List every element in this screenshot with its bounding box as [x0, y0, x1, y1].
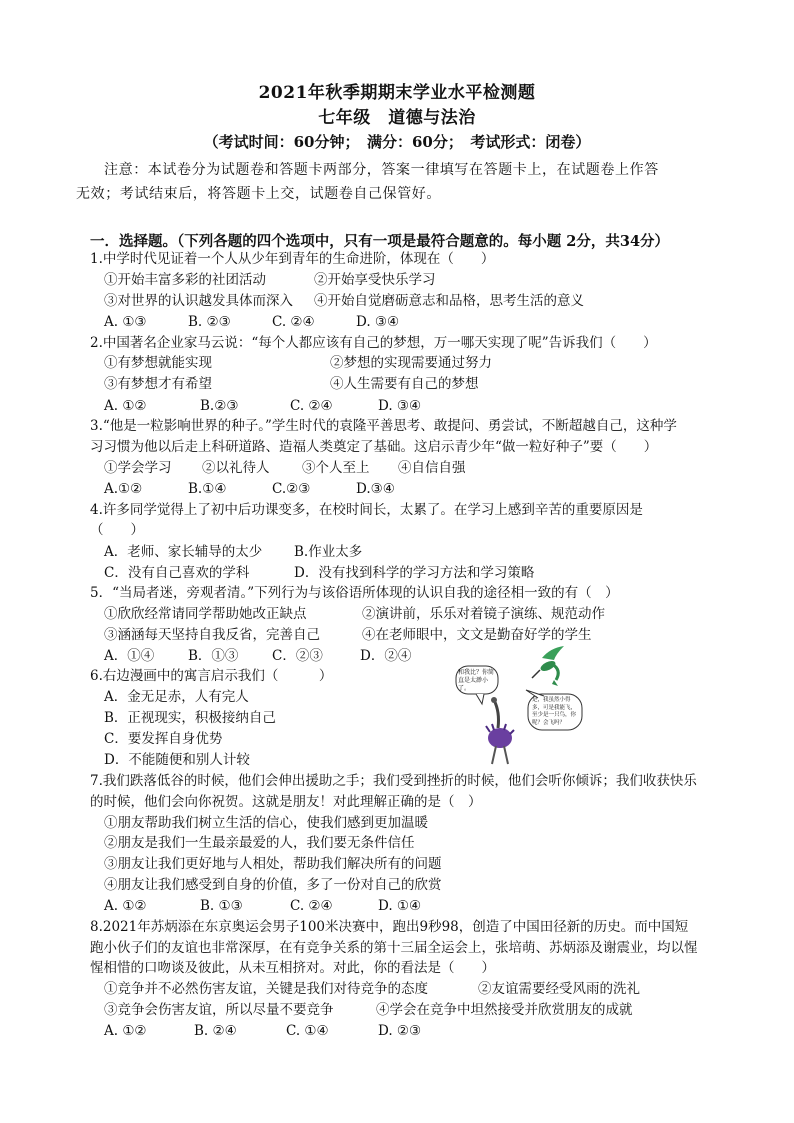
q3-choice-c: C.②③	[272, 481, 311, 497]
q7-option-4: ④朋友让我们感受到自身的价值，多了一份对自己的欣赏	[104, 877, 442, 893]
q6-choice-d: D．不能随便和别人计较	[104, 752, 250, 768]
q8-stem-line-1: 8.2021年苏炳添在东京奥运会男子100米决赛中，跑出9秒98，创造了中国田径新的历史。而中国短	[90, 919, 689, 935]
section-1-heading: 一．选择题。（下列各题的四个选项中，只有一项是最符合题意的。每小题 2分，共34分）	[90, 233, 670, 250]
q2-choice-c: C. ②④	[290, 398, 333, 414]
q8-stem-line-3: 惺相惜的口吻谈及彼此，从未互相挤对。对此，你的看法是（ ）	[90, 960, 495, 976]
q4-choice-b: B.作业太多	[294, 544, 363, 560]
q1-option-2: ②开始享受快乐学习	[314, 272, 436, 288]
q8-choice-c: C. ①④	[286, 1023, 329, 1039]
q1-choice-d: D. ③④	[356, 314, 400, 330]
q6-choice-a: A．金无足赤，人有完人	[104, 689, 249, 705]
cartoon-illustration	[454, 640, 584, 766]
exam-title: 2021年秋季期期末学业水平检测题	[258, 83, 536, 103]
q8-option-3: ③竞争会伤害友谊，所以尽量不要竞争	[104, 1002, 334, 1018]
q6-choice-b: B．正视现实，积极接纳自己	[104, 710, 276, 726]
q5-option-4: ④在老师眼中，文文是勤奋好学的学生	[362, 627, 592, 643]
q2-choice-b: B.②③	[200, 398, 239, 414]
q7-choice-d: D. ①④	[378, 898, 422, 914]
q5-choice-a: A．①④	[104, 648, 155, 664]
q2-option-1: ①有梦想就能实现	[104, 355, 212, 371]
q3-option-2: ②以礼待人	[202, 460, 270, 476]
notice-line-1: 注意：本试卷分为试题卷和答题卡两部分，答案一律填写在答题卡上，在试题卷上作答	[104, 162, 659, 178]
q7-choice-b: B. ①③	[200, 898, 243, 914]
q5-option-1: ①欣欣经常请同学帮助她改正缺点	[104, 606, 307, 622]
q5-choice-b: B．①③	[188, 648, 239, 664]
q4-choice-a: A．老师、家长辅导的太少	[104, 544, 263, 560]
q8-option-2: ②友谊需要经受风雨的洗礼	[478, 981, 640, 997]
q3-choice-b: B.①④	[188, 481, 227, 497]
q7-choice-a: A. ①②	[104, 898, 147, 914]
q5-choice-c: C．②③	[272, 648, 323, 664]
q7-option-3: ③朋友让我们更好地与人相处，帮助我们解决所有的问题	[104, 856, 442, 872]
q1-choice-b: B. ②③	[188, 314, 231, 330]
q6-choice-c: C．要发挥自身优势	[104, 731, 223, 747]
q5-option-3: ③涵涵每天坚持自我反省，完善自己	[104, 627, 320, 643]
q1-choice-a: A. ①③	[104, 314, 147, 330]
q7-option-2: ②朋友是我们一生最亲最爱的人，我们要无条件信任	[104, 835, 415, 851]
q2-option-3: ③有梦想才有希望	[104, 376, 212, 392]
q7-stem-line-2: 的时候，他们会向你祝贺。这就是朋友！对此理解正确的是（ ）	[90, 794, 482, 810]
q4-choice-c: C．没有自己喜欢的学科	[104, 565, 250, 581]
q2-choice-d: D. ③④	[378, 398, 422, 414]
q3-choice-a: A.①②	[104, 481, 143, 497]
q8-choice-a: A. ①②	[104, 1023, 147, 1039]
q1-option-1: ①开始丰富多彩的社团活动	[104, 272, 266, 288]
q8-option-4: ④学会在竞争中坦然接受并欣赏朋友的成就	[376, 1002, 633, 1018]
q4-stem-line-1: 4.许多同学觉得上了初中后功课变多，在校时间长，太累了。在学习上感到辛苦的重要原因是	[90, 502, 643, 518]
q1-option-4: ④开始自觉磨砺意志和品格，思考生活的意义	[314, 293, 584, 309]
q8-stem-line-2: 跑小伙子们的友谊也非常深厚，在有竞争关系的第十三届全运会上，张培萌、苏炳添及谢震业，均以惺	[90, 940, 698, 956]
q1-option-3: ③对世界的认识越发具体而深入	[104, 293, 293, 309]
q7-stem-line-1: 7.我们跌落低谷的时候，他们会伸出援助之手；我们受到挫折的时候，他们会听你倾诉；我们收获快乐	[90, 773, 697, 789]
q8-option-1: ①竞争并不必然伤害友谊，关键是我们对待竞争的态度	[104, 981, 428, 997]
q1-choice-c: C. ②④	[272, 314, 315, 330]
q2-stem: 2.中国著名企业家马云说：“每个人都应该有自己的梦想，万一哪天实现了呢”告诉我们（ ）	[90, 335, 657, 351]
q2-choice-a: A. ①②	[104, 398, 147, 414]
q5-choice-d: D．②④	[360, 648, 412, 664]
exam-subtitle: 七年级 道德与法治	[318, 108, 476, 128]
notice-line-2: 无效；考试结束后，将答题卡上交，试题卷自己保管好。	[76, 186, 441, 202]
q2-option-2: ②梦想的实现需要通过努力	[330, 355, 492, 371]
ostrich-speech-bubble: 和我比？你简直是太渺小了。	[458, 669, 495, 692]
q2-option-4: ④人生需要有自己的梦想	[330, 376, 479, 392]
q3-stem-line-1: 3.“他是一粒影响世界的种子。”学生时代的袁隆平善思考、敢提问、勇尝试，不断超越自己，这种学	[90, 418, 677, 434]
q3-option-1: ①学会学习	[104, 460, 172, 476]
q3-choice-d: D.③④	[356, 481, 395, 497]
q5-option-2: ②演讲前，乐乐对着镜子演练、规范动作	[362, 606, 605, 622]
q3-stem-line-2: 习习惯为他以后走上科研道路、造福人类奠定了基础。这启示青少年“做一粒好种子”要（ ）	[90, 439, 658, 455]
q8-choice-d: D. ②③	[378, 1023, 422, 1039]
q1-stem: 1.中学时代见证着一个人从少年到青年的生命进阶，体现在（ ）	[90, 251, 495, 267]
q4-choice-d: D．没有找到科学的学习方法和学习策略	[294, 565, 535, 581]
q8-choice-b: B. ②④	[194, 1023, 237, 1039]
exam-info: （考试时间：60分钟； 满分：60分； 考试形式：闭卷）	[203, 133, 591, 151]
q7-choice-c: C. ②④	[290, 898, 333, 914]
q3-option-4: ④自信自强	[398, 460, 466, 476]
q7-option-1: ①朋友帮助我们树立生活的信心，使我们感到更加温暖	[104, 815, 428, 831]
q3-option-3: ③个人至上	[302, 460, 370, 476]
q4-stem-line-2: （ ）	[90, 522, 144, 538]
q5-stem: 5．“当局者迷，旁观者清。”下列行为与该俗语所体现的认识自我的途径相一致的有（ ）	[90, 585, 619, 601]
q6-stem: 6.右边漫画中的寓言启示我们（ ）	[90, 668, 333, 684]
bird-speech-bubble: 是，我虽然小得多，可是我能飞，至少是一只鸟，你呢？会飞吗？	[532, 697, 577, 726]
